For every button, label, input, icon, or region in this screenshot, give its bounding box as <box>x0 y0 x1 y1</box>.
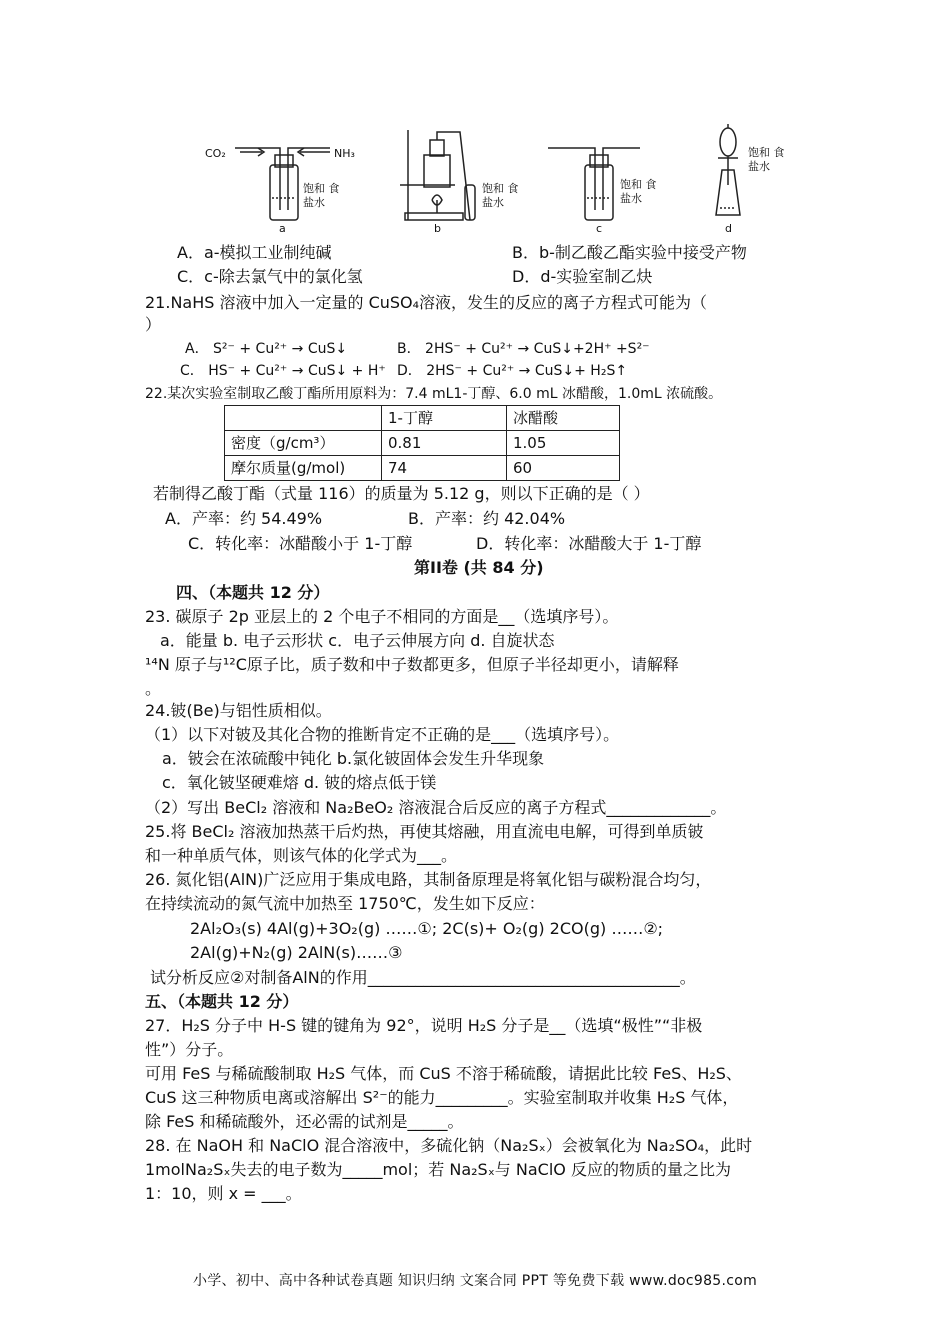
table-cell: 摩尔质量(g/mol) <box>225 456 382 481</box>
q23-part-b: ¹⁴N 原子与¹²C原子比，质子数和中子数都更多，但原子半径却更小，请解释 <box>145 655 679 674</box>
q21-stem-2: ） <box>145 315 162 334</box>
q21-option-a: A． S²⁻ + Cu²⁺ → CuS↓ <box>185 341 348 357</box>
q22-option-d: D．转化率：冰醋酸大于 1-丁醇 <box>476 534 702 553</box>
q23-stem: 23. 碳原子 2p 亚层上的 2 个电子不相同的方面是__（选填序号）。 <box>145 607 619 626</box>
table-header-cell: 冰醋酸 <box>507 406 620 431</box>
q28-line-2: 1molNa₂Sₓ失去的电子数为_____mol；若 Na₂Sₓ与 NaClO 反应的物质的量之比为 <box>145 1160 731 1179</box>
q27-line-1: 27．H₂S 分子中 H-S 键的键角为 92°，说明 H₂S 分子是__（选填“极性”“非极 <box>145 1016 703 1035</box>
q21-stem-1: 21.NaHS 溶液中加入一定量的 CuSO₄溶液，发生的反应的离子方程式可能为（ <box>145 293 708 312</box>
q22-after: 若制得乙酸丁酯（式量 116）的质量为 5.12 g，则以下正确的是（ ） <box>153 484 650 503</box>
part5-title: 五、（本题共 12 分） <box>145 992 299 1011</box>
label-brine-d: 饱和 食盐水 <box>748 146 785 173</box>
label-brine-c: 饱和 食盐水 <box>620 178 657 205</box>
q20-option-a: A．a-模拟工业制纯碱 <box>177 243 332 262</box>
q27-line-3: 可用 FeS 与稀硫酸制取 H₂S 气体，而 CuS 不溶于稀硫酸，请据此比较 FeS、H₂S、 <box>145 1064 742 1083</box>
table-cell: 1.05 <box>507 431 620 456</box>
table-header-cell: 1-丁醇 <box>382 406 507 431</box>
q28-line-3: 1：10，则 x = ___。 <box>145 1184 302 1203</box>
table-row <box>225 431 620 456</box>
label-c: c <box>596 222 603 235</box>
q26-line-1: 26. 氮化铝(AlN)广泛应用于集成电路，其制备原理是将氧化铝与碳粉混合均匀， <box>145 870 712 889</box>
table-header-row <box>225 406 620 431</box>
q24-part-1: （1）以下对铍及其化合物的推断肯定不正确的是___（选填序号）。 <box>145 725 620 744</box>
table-cell: 60 <box>507 456 620 481</box>
q26-reactions-1: 2Al₂O₃(s) 4Al(g)+3O₂(g) ……①; 2C(s)+ O₂(g) 2CO(g) ……②; <box>190 919 664 938</box>
table-cell: 0.81 <box>382 431 507 456</box>
q24-stem: 24.铍(Be)与铝性质相似。 <box>145 701 332 720</box>
q26-reactions-2: 2Al(g)+N₂(g) 2AlN(s)……③ <box>190 943 403 962</box>
apparatus-figure <box>0 0 950 240</box>
q20-option-d: D．d-实验室制乙炔 <box>512 267 653 286</box>
apparatus-b <box>400 130 475 220</box>
q21-option-d: D． 2HS⁻ + Cu²⁺ → CuS↓+ H₂S↑ <box>397 363 628 379</box>
q23-options: a．能量 b. 电子云形状 c．电子云伸展方向 d. 自旋状态 <box>160 631 555 650</box>
q24-options-1: a．铍会在浓硫酸中钝化 b.氯化铍固体会发生升华现象 <box>162 749 545 768</box>
q26-question: 试分析反应②对制备AlN的作用_______________________________________。 <box>150 968 696 987</box>
q22-option-a: A．产率：约 54.49% <box>165 509 323 528</box>
q24-options-2: c．氧化铍坚硬难熔 d. 铍的熔点低于镁 <box>162 773 437 792</box>
label-brine-a: 饱和 食盐水 <box>303 182 340 209</box>
q21-option-c: C． HS⁻ + Cu²⁺ → CuS↓ + H⁺ <box>180 363 386 379</box>
label-a: a <box>279 222 286 235</box>
table-header-cell <box>225 406 382 431</box>
q28-line-1: 28. 在 NaOH 和 NaClO 混合溶液中，多硫化钠（Na₂Sₓ）会被氧化为 Na₂SO₄，此时 <box>145 1136 753 1155</box>
page-footer: 小学、初中、高中各种试卷真题 知识归纳 文案合同 PPT 等免费下载 www.doc985.com <box>192 1273 758 1289</box>
part4-title: 四、（本题共 12 分） <box>176 583 330 602</box>
q25-line-1: 25.将 BeCl₂ 溶液加热蒸干后灼热，再使其熔融，用直流电电解，可得到单质铍 <box>145 822 704 841</box>
q25-line-2: 和一种单质气体，则该气体的化学式为___。 <box>145 846 458 865</box>
label-brine-b: 饱和 食盐水 <box>482 182 519 209</box>
label-b: b <box>434 222 441 235</box>
q22-option-c: C．转化率：冰醋酸小于 1-丁醇 <box>188 534 413 553</box>
section2-title: 第II卷 (共 84 分) <box>414 558 544 577</box>
label-d: d <box>725 222 732 235</box>
q23-part-b-end: 。 <box>145 679 162 698</box>
q20-option-b: B．b-制乙酸乙酯实验中接受产物 <box>512 243 747 262</box>
label-co2: CO₂ <box>205 147 226 160</box>
q22-table <box>224 405 620 481</box>
q20-option-c: C．c-除去氯气中的氯化氢 <box>177 267 363 286</box>
table-row <box>225 456 620 481</box>
q27-line-2: 性”）分子。 <box>145 1040 234 1059</box>
q22-option-b: B．产率：约 42.04% <box>408 509 566 528</box>
q27-line-4: CuS 这三种物质电离或溶解出 S²⁻的能力_________。实验室制取并收集 H₂S 气体， <box>145 1088 739 1107</box>
q22-stem: 22.某次实验室制取乙酸丁酯所用原料为：7.4 mL1-丁醇、6.0 mL 冰醋酸，1.0mL 浓硫酸。 <box>145 386 723 402</box>
q24-part-2: （2）写出 BeCl₂ 溶液和 Na₂BeO₂ 溶液混合后反应的离子方程式_____________。 <box>145 798 727 817</box>
q21-option-b: B． 2HS⁻ + Cu²⁺ → CuS↓+2H⁺ +S²⁻ <box>397 341 650 357</box>
q26-line-2: 在持续流动的氮气流中加热至 1750℃，发生如下反应： <box>145 894 545 913</box>
apparatus-d <box>716 124 740 215</box>
q27-line-5: 除 FeS 和稀硫酸外，还必需的试剂是_____。 <box>145 1112 464 1131</box>
table-cell: 密度（g/cm³） <box>225 431 382 456</box>
table-cell: 74 <box>382 456 507 481</box>
label-nh3: NH₃ <box>334 147 355 160</box>
